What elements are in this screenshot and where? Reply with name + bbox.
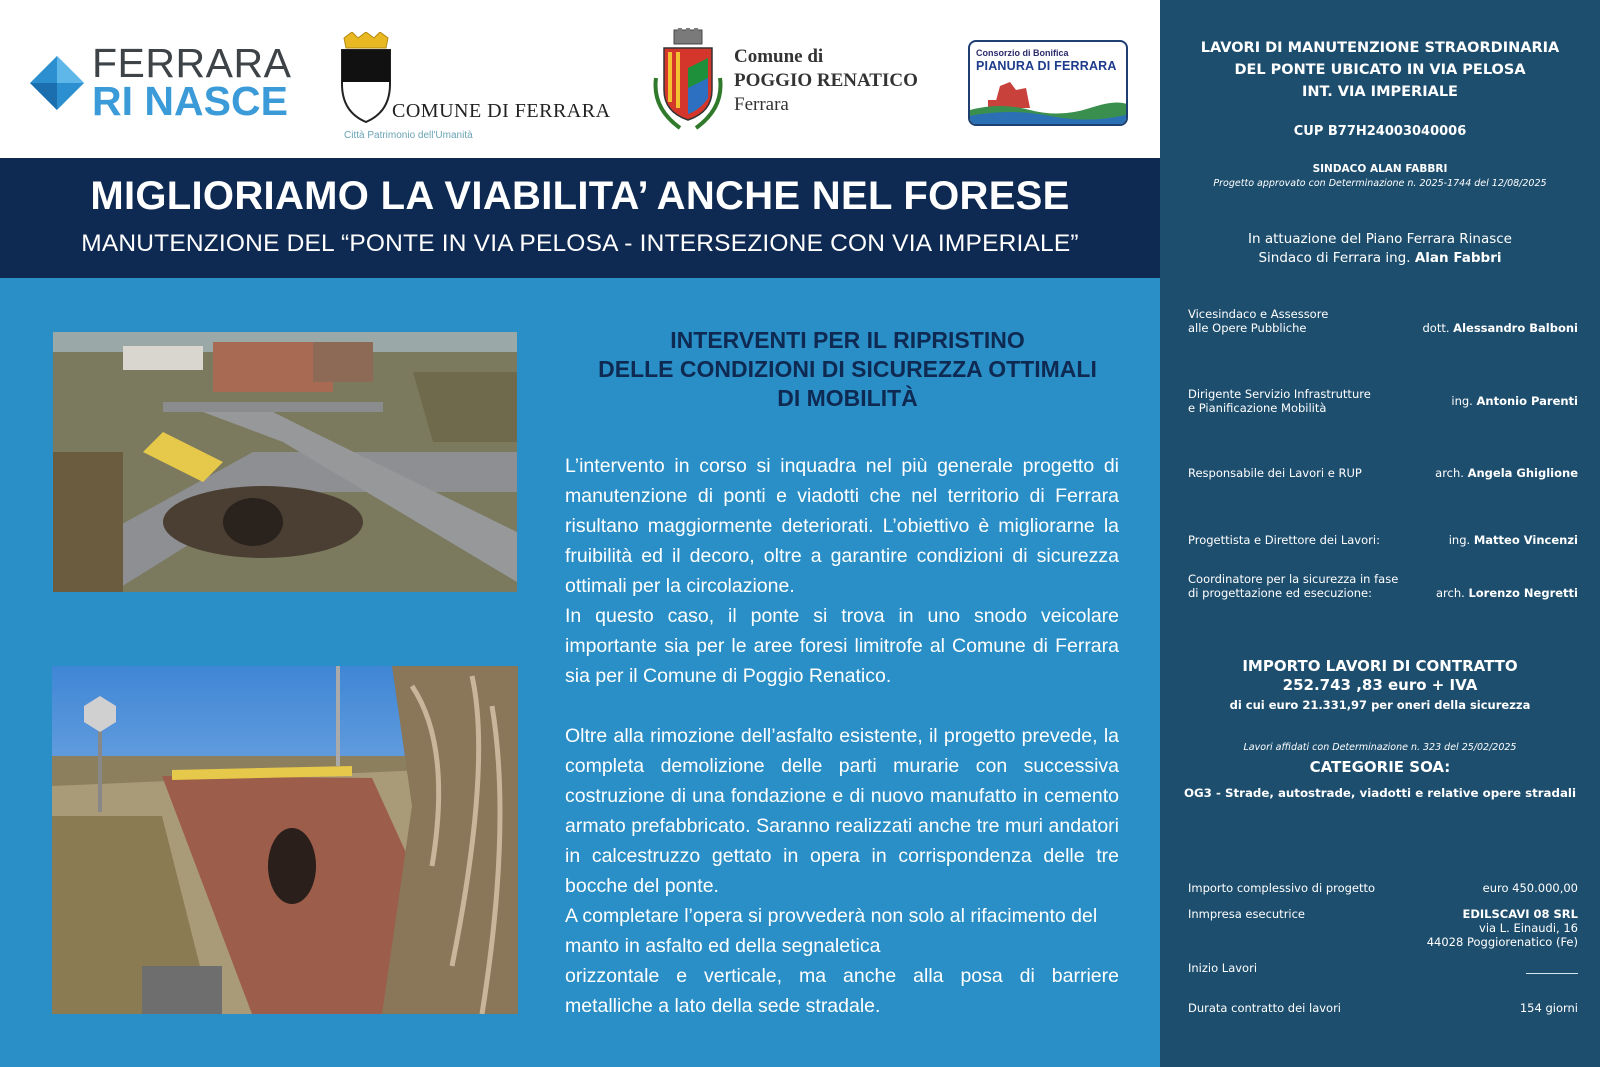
heading-line: DELLE CONDIZIONI DI SICUREZZA OTTIMALI [598, 356, 1097, 382]
categoria-og3: OG3 - Strade, autostrade, viadotti e relative opere stradali [1183, 786, 1577, 800]
poggio-line1: Comune di [734, 46, 824, 67]
comune-ferrara-logo [340, 30, 620, 145]
info-side-panel [1160, 0, 1600, 1067]
detail-value [1427, 907, 1578, 949]
role-name: Matteo Vincenzi [1473, 533, 1578, 547]
ferrara-rinasce-logo [30, 42, 290, 122]
role-label: Dirigente Servizio Infrastrutture e Pianificazione Mobilità [1188, 387, 1371, 415]
body-text [565, 451, 1119, 1021]
section-heading [565, 326, 1130, 413]
side-title [1160, 37, 1600, 103]
role-label: Responsabile dei Lavori e RUP [1188, 466, 1362, 480]
landscape-icon [970, 76, 1128, 126]
heading-line: INTERVENTI PER IL RIPRISTINO [670, 327, 1025, 353]
impresa-address: via L. Einaudi, 16 [1479, 921, 1578, 935]
role-label: Coordinatore per la sicurezza in fase di progettazione ed esecuzione: [1188, 572, 1399, 600]
poggio-renatico-logo [650, 28, 930, 138]
main-panel [0, 278, 1160, 1067]
rinasce-word: RI NASCE [92, 78, 288, 124]
detail-label: Inizio Lavori [1188, 961, 1258, 975]
ferrara-word: FERRARA [92, 40, 292, 86]
role-name: Alessandro Balboni [1453, 321, 1578, 335]
paragraph: orizzontale e verticale, ma anche alla posa di barriere metalliche a lato della sede stradale. [565, 965, 1119, 1017]
comune-ferrara-motto: Città Patrimonio dell'Umanità [344, 130, 473, 141]
coat-of-arms-icon [338, 32, 394, 124]
role-name: Lorenzo Negretti [1468, 586, 1578, 600]
impresa-name: EDILSCAVI 08 SRL [1462, 907, 1578, 921]
role-title: arch. [1435, 466, 1464, 480]
consorzio-line1: Consorzio di Bonifica [976, 48, 1069, 58]
lavori-affidati: Lavori affidati con Determinazione n. 323 del 25/02/2025 [1243, 742, 1517, 753]
paragraph: In questo caso, il ponte si trova in uno snodo veicolare importante sia per le aree foresi limitrofe al Comune di Ferrara sia per il Comune di Poggio Renatico. [565, 605, 1119, 687]
role-title: ing. [1451, 394, 1473, 408]
paragraph: L’intervento in corso si inquadra nel più generale progetto di manutenzione di ponti e viadotti che nel territorio di Ferrara risultano maggiormente deteriorati. L’obiettivo è migliorarne la fruibilità ed il decoro, oltre a garantire condizioni di sicurezza ottimali per la circolazione. [565, 455, 1119, 597]
role-name: Antonio Parenti [1476, 394, 1578, 408]
detail-label: Inmpresa esecutrice [1188, 907, 1306, 921]
detail-value: 154 giorni [1519, 1001, 1578, 1015]
heading-line: DI MOBILITÀ [777, 385, 918, 411]
categorie-soa-title: CATEGORIE SOA: [1309, 758, 1451, 776]
progetto-approvato: Progetto approvato con Determinazione n. 2025-1744 del 12/08/2025 [1213, 178, 1547, 189]
consorzio-line2: PIANURA DI FERRARA [976, 59, 1117, 73]
attuazione-prefix: Sindaco di Ferrara ing. [1258, 250, 1411, 266]
attuazione-text [1160, 230, 1600, 268]
blank-line [1526, 973, 1578, 974]
importo-lavori [1160, 657, 1600, 695]
sindaco-name: Alan Fabbri [1414, 250, 1502, 266]
logo-bar [0, 0, 1160, 158]
side-title-line: INT. VIA IMPERIALE [1302, 84, 1458, 100]
role-name: Angela Ghiglione [1467, 466, 1578, 480]
poggio-line3: Ferrara [734, 94, 789, 115]
detail-label: Durata contratto dei lavori [1188, 1001, 1342, 1015]
importo-value: 252.743 ,83 euro + IVA [1282, 676, 1478, 694]
paragraph: Oltre alla rimozione dell’asfalto esistente, il progetto prevede, la completa demolizione delle parti murarie con successiva costruzione di una fondazione e di nuovo manufatto in cemento armato prefabbricato. Saranno realizzati anche tre muri andatori in calcestruzzo gettato in opera in corrispondenza delle tre bocche del ponte. [565, 725, 1119, 897]
side-title-line: DEL PONTE UBICATO IN VIA PELOSA [1234, 62, 1526, 78]
role-title: arch. [1435, 586, 1465, 600]
aerial-photo-bridge [53, 332, 517, 592]
sindaco-label: SINDACO ALAN FABBRI [1312, 163, 1448, 175]
role-label: Progettista e Direttore dei Lavori: [1188, 533, 1380, 547]
attuazione-line1: In attuazione del Piano Ferrara Rinasce [1248, 231, 1512, 247]
main-title: MIGLIORIAMO LA VIABILITA’ ANCHE NEL FORESE [90, 174, 1070, 218]
poggio-line2: POGGIO RENATICO [734, 70, 918, 91]
role-label: Vicesindaco e Assessore alle Opere Pubbliche [1188, 307, 1329, 335]
impresa-city: 44028 Poggiorenatico (Fe) [1426, 935, 1578, 949]
diamond-icon [30, 56, 84, 110]
detail-value: euro 450.000,00 [1482, 881, 1578, 895]
comune-ferrara-name: COMUNE DI FERRARA [392, 100, 611, 122]
poggio-crest-icon [650, 28, 726, 134]
cup-code: CUP B77H24003040006 [1293, 124, 1467, 139]
role-title: ing. [1448, 533, 1471, 547]
ground-photo-bridge [52, 666, 518, 1014]
detail-label: Importo complessivo di progetto [1188, 881, 1376, 895]
role-title: dott. [1422, 321, 1450, 335]
title-band [0, 158, 1160, 278]
attuazione-line2 [1160, 249, 1600, 268]
consorzio-bonifica-logo [968, 40, 1128, 126]
paragraph: A completare l’opera si provvederà non solo al rifacimento del manto in asfalto ed della segnaletica [565, 905, 1098, 957]
importo-title: IMPORTO LAVORI DI CONTRATTO [1242, 657, 1518, 675]
side-title-line: LAVORI DI MANUTENZIONE STRAORDINARIA [1200, 40, 1560, 56]
oneri-sicurezza: di cui euro 21.331,97 per oneri della sicurezza [1229, 698, 1531, 712]
sub-title: MANUTENZIONE DEL “PONTE IN VIA PELOSA - INTERSEZIONE CON VIA IMPERIALE” [81, 230, 1079, 257]
